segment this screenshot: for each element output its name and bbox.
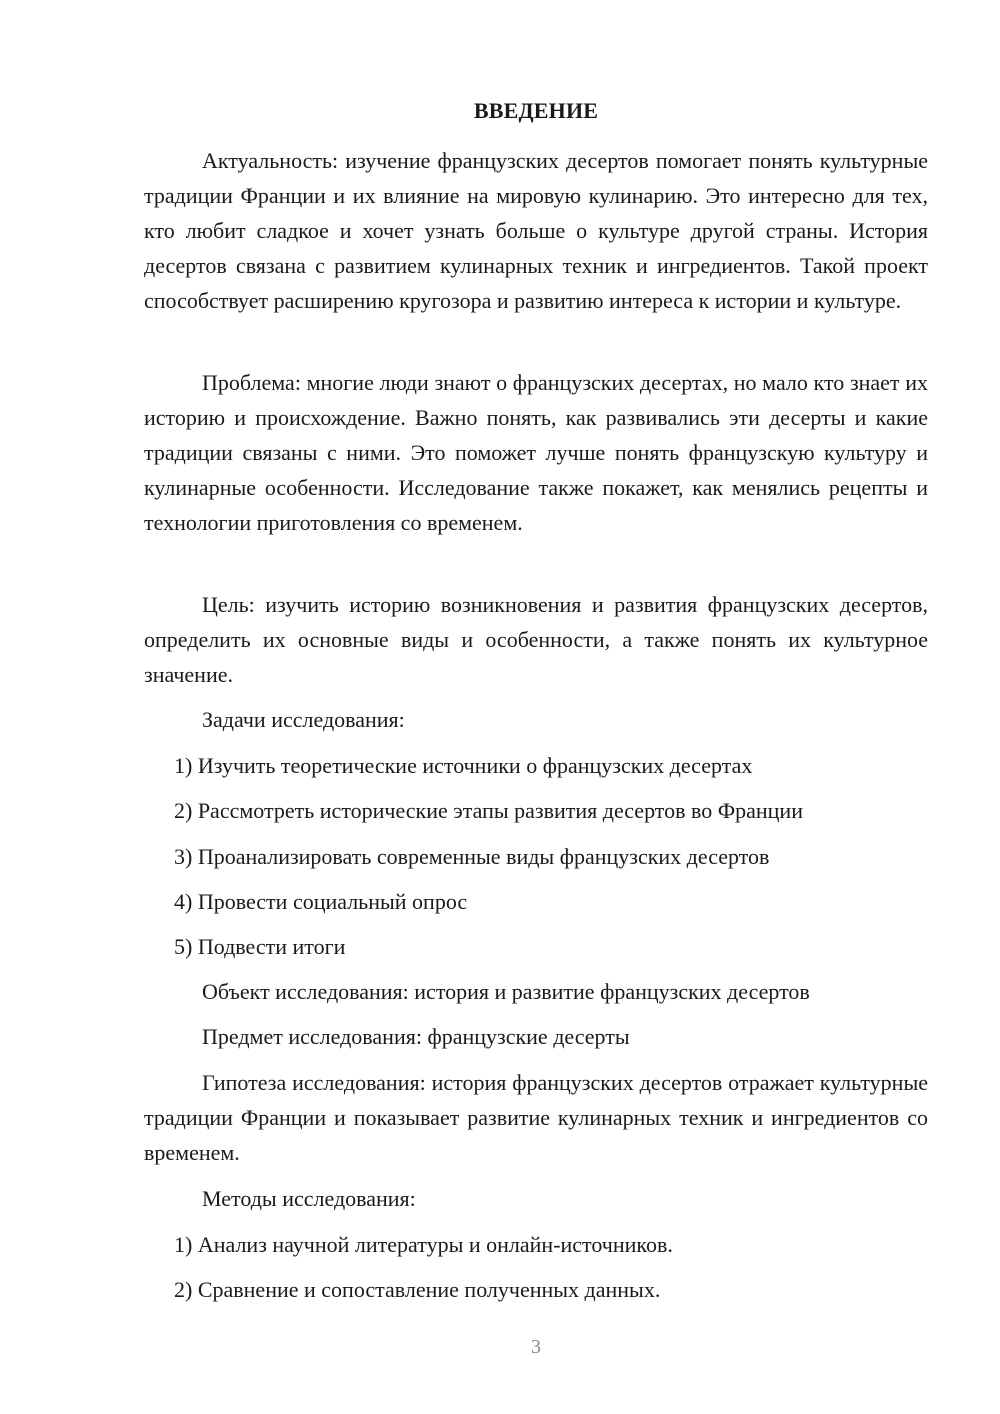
task-item: 4) Провести социальный опрос bbox=[174, 889, 468, 914]
method-item: 1) Анализ научной литературы и онлайн-источников. bbox=[174, 1232, 673, 1257]
methods-label: Методы исследования: bbox=[202, 1186, 416, 1211]
task-item: 1) Изучить теоретические источники о французских десертах bbox=[174, 753, 753, 778]
task-item: 2) Рассмотреть исторические этапы развития десертов во Франции bbox=[174, 798, 803, 823]
research-object: Объект исследования: история и развитие французских десертов bbox=[202, 979, 810, 1004]
section-title: ВВЕДЕНИЕ bbox=[473, 98, 599, 123]
goal-paragraph: Цель: изучить историю возникновения и развития французских десертов, определить их основные виды и особенности, а также понять их культурное значение. bbox=[144, 592, 928, 687]
task-item: 5) Подвести итоги bbox=[174, 934, 346, 959]
document-page bbox=[144, 0, 928, 1414]
relevance-paragraph: Актуальность: изучение французских десертов помогает понять культурные традиции Франции и их влияние на мировую кулинарию. Это интересно для тех, кто любит сладкое и хочет узнать больше о культуре другой страны. История десертов связана с развитием кулинарных техник и ингредиентов. Такой проект способствует расширению кругозора и развитию интереса к истории и культуре. bbox=[144, 148, 928, 313]
method-item: 2) Сравнение и сопоставление полученных данных. bbox=[174, 1277, 661, 1302]
tasks-label: Задачи исследования: bbox=[202, 707, 405, 732]
page-number: 3 bbox=[531, 1336, 541, 1358]
task-item: 3) Проанализировать современные виды французских десертов bbox=[174, 844, 770, 869]
hypothesis-paragraph: Гипотеза исследования: история французских десертов отражает культурные традиции Франции и показывает развитие кулинарных техник и ингредиентов со временем. bbox=[144, 1070, 928, 1165]
research-subject: Предмет исследования: французские десерты bbox=[202, 1024, 630, 1049]
problem-paragraph: Проблема: многие люди знают о французских десертах, но мало кто знает их историю и происхождение. Важно понять, как развивались эти десерты и какие традиции связаны с ними. Это поможет лучше понять французскую культуру и кулинарные особенности. Исследование также покажет, как менялись рецепты и технологии приготовления со временем. bbox=[144, 370, 928, 535]
